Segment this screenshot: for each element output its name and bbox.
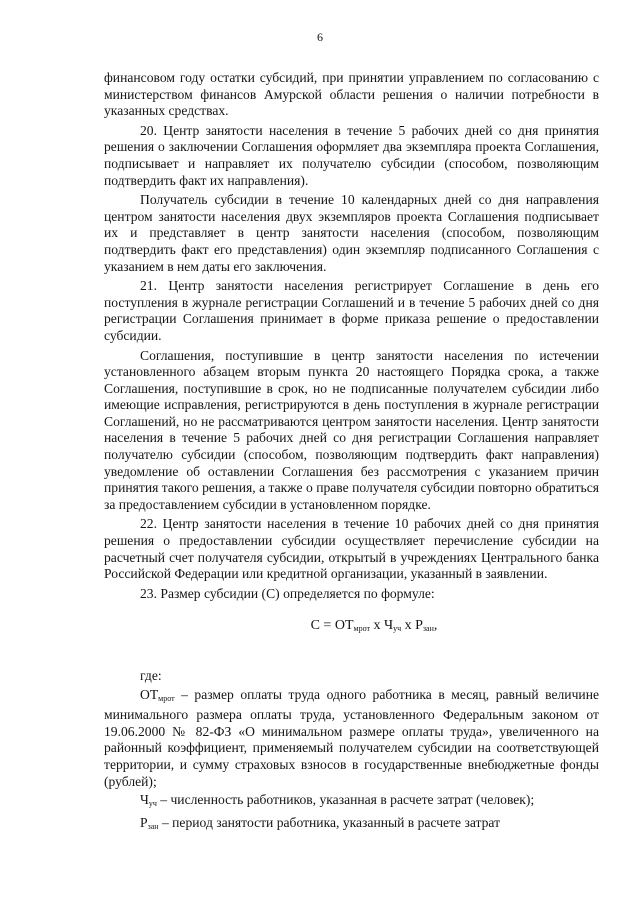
definition-text: – период занятости работника, указанный в расчете затрат <box>158 814 501 830</box>
formula-mid-2: х Р <box>401 618 423 634</box>
paragraph-clause-22: 22. Центр занятости населения в течение 10 рабочих дней со дня принятия решения о предоставлении субсидии осуществляет перечисление субсидии на расчетный счет получателя субсидии, открытый в учреждениях Центрального банка Российской Федерации или кредитной организации, указанный в заявлении. <box>104 516 599 582</box>
formula-sub-zan: зан <box>422 624 434 634</box>
paragraph-late-agreements: Соглашения, поступившие в центр занятости населения по истечении установленного абзацем вторым пункта 20 настоящего Порядка срока, а также Соглашения, поступившие в срок, но не подписанные получателем субсидии либо имеющие исправления, регистрируются в день поступления в журнале регистрации Соглашений, но не рассматриваются центром занятости населения. Центр занятости населения в течение 5 рабочих дней со дня регистрации Соглашения направляет получателю субсидии (способом, позволяющим подтвердить факт направления) уведомление об оставлении Соглашения без рассмотрения с указанием причин принятия такого решения, а также о праве получателя субсидии повторно обратиться за предоставлением субсидии в установленном порядке. <box>104 347 599 512</box>
definition-subscript: зан <box>147 821 159 831</box>
paragraph-recipient-signing: Получатель субсидии в течение 10 календарных дней со дня направления центром занятости населения двух экземпляров проекта Соглашения подписывает их и представляет в центр занятости населения (способом, позволяющим подтвердить факт его представления) один экземпляр подписанного Соглашения с указанием в нем даты его заключения. <box>104 192 599 274</box>
definition-symbol: Ч <box>140 792 149 808</box>
definition-symbol: Р <box>140 814 148 830</box>
definition-subscript: уч <box>148 799 157 809</box>
definition-chuch <box>104 792 599 813</box>
formula-mid-1: х Ч <box>369 618 394 634</box>
formula-sub-uch: уч <box>393 624 402 634</box>
formula-end: , <box>433 618 438 634</box>
definition-rzan <box>104 815 599 836</box>
definition-text: – размер оплаты труда одного работника в месяц, равный величине минимального размера оплаты труда, установленного Федеральным законом от 19.06.2000 № 82-ФЗ «О минимальном размере оплаты труда», увеличенного на районный коэффициент, применяемый получателем субсидии на соответствующей территории, и сумму страховых взносов в государственные внебюджетные фонды (рублей); <box>104 686 599 789</box>
definition-subscript: мрот <box>158 693 175 703</box>
paragraph-clause-23: 23. Размер субсидии (С) определяется по формуле: <box>140 585 435 601</box>
formula-lhs: С = ОТ <box>310 618 354 634</box>
definition-symbol: ОТ <box>140 686 159 702</box>
formula-sub-mrot: мрот <box>353 624 370 634</box>
where-label: где: <box>140 668 162 683</box>
paragraph-clause-20: 20. Центр занятости населения в течение 5 рабочих дней со дня принятия решения о заключении Соглашения оформляет два экземпляра проекта Соглашения, подписывает и направляет их получателю субсидии (способом, позволяющим подтвердить факт их направления). <box>104 122 599 188</box>
subsidy-formula <box>149 618 599 638</box>
definition-otmrot <box>104 687 599 791</box>
paragraph-continuation: финансовом году остатки субсидий, при принятии управлением по согласованию с министерством финансов Амурской области решения о наличии потребности в указанных средствах. <box>104 70 599 119</box>
definition-text: – численность работников, указанная в расчете затрат (человек); <box>156 792 535 808</box>
document-body <box>104 70 599 835</box>
paragraph-clause-21: 21. Центр занятости населения регистрирует Соглашение в день его поступления в журнале регистрации Соглашений и в течение 5 рабочих дней со дня регистрации Соглашения принимает в форме приказа решение о предоставлении субсидии. <box>104 278 599 343</box>
page-number: 6 <box>317 30 323 44</box>
